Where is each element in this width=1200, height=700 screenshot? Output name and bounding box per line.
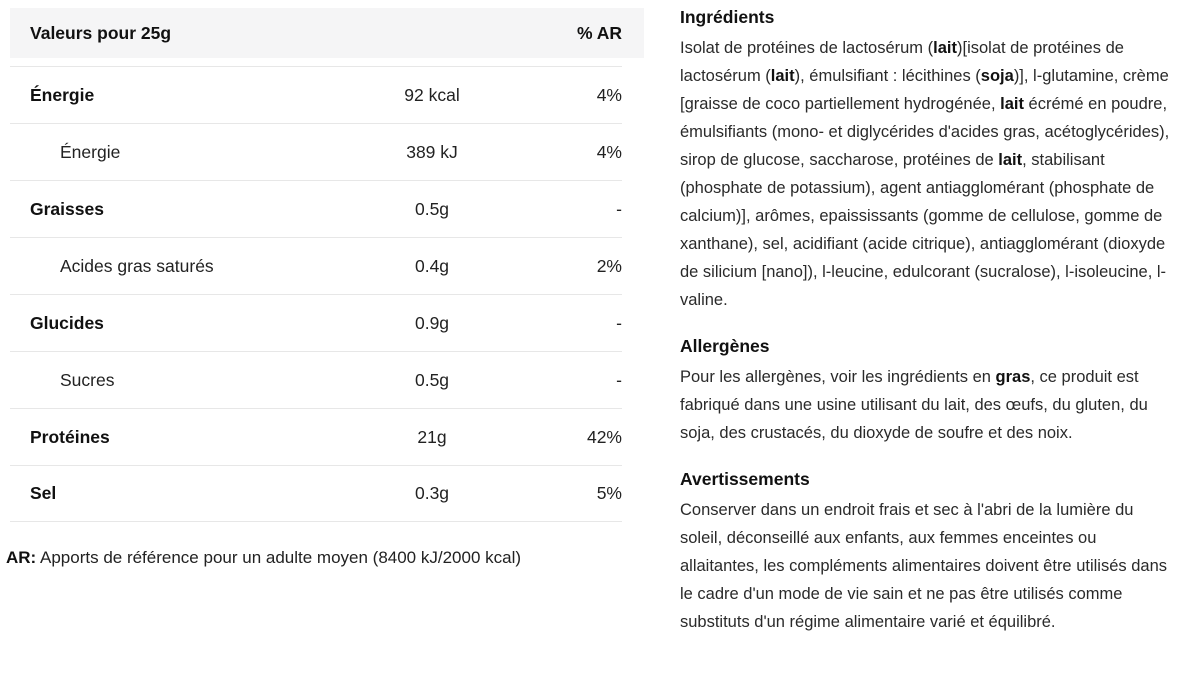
nutrition-row xyxy=(10,66,622,123)
section-warnings xyxy=(680,468,1172,636)
nutrient-value: 0.3g xyxy=(414,483,450,503)
nutrient-label: Sel xyxy=(30,483,57,503)
table-header-label: Valeurs pour 25g xyxy=(30,22,172,43)
text-run: écrémé en poudre, émulsifiants (mono- et diglycérides d'acides gras, acétoglycérides), sirop de glucose, saccharose, protéines de xyxy=(680,95,1170,169)
allergens-title: Allergènes xyxy=(680,336,770,356)
text-run: )[isolat de protéines de lactosérum ( xyxy=(680,39,1124,85)
table-header-ar: % AR xyxy=(576,22,622,43)
nutrient-label: Acides gras saturés xyxy=(60,255,214,276)
bold-term: lait xyxy=(998,151,1023,169)
bold-term: lait xyxy=(933,39,957,57)
nutrient-ar-percent: - xyxy=(616,312,622,333)
nutrient-value: 0.5g xyxy=(414,198,450,219)
nutrition-row xyxy=(10,237,622,294)
nutrient-label: Glucides xyxy=(30,312,104,333)
nutrition-row xyxy=(10,123,622,180)
nutrition-row xyxy=(10,351,622,408)
nutrition-rows xyxy=(10,66,644,522)
warnings-text xyxy=(680,496,1172,636)
nutrient-label: Protéines xyxy=(30,426,110,447)
text-run: , ce produit est fabriqué dans une usine utilisant du lait, des œufs, du gluten, du soja, des crustacés, du dioxyde de soufre et des noix. xyxy=(680,368,1148,442)
nutrient-value: 0.9g xyxy=(414,312,450,333)
allergens-text xyxy=(680,363,1172,447)
info-panel xyxy=(680,6,1172,657)
nutrient-ar-percent: 42% xyxy=(586,426,622,447)
ar-footnote-prefix: AR: xyxy=(6,548,37,567)
nutrition-table-header xyxy=(10,8,644,58)
ar-footnote-text: Apports de référence pour un adulte moyen (8400 kJ/2000 kcal) xyxy=(36,548,522,567)
text-run: , stabilisant (phosphate de potassium), agent antiagglomérant (phosphate de calcium)], arômes, epaississants (gomme de cellulose, gomme de xanthane), sel, acidifiant (acide citrique), antiagglomérant (dioxyde de silicium [nano]), l-leucine, edulcorant (sucralose), l-isoleucine, l-valine. xyxy=(680,151,1167,309)
nutrition-row xyxy=(10,408,622,465)
nutrient-ar-percent: - xyxy=(616,198,622,219)
nutrient-label: Énergie xyxy=(30,84,95,105)
nutrient-value: 21g xyxy=(417,426,447,447)
nutrient-value: 0.5g xyxy=(414,369,450,390)
nutrition-table xyxy=(10,8,644,522)
text-run: ), émulsifiant : lécithines ( xyxy=(794,67,981,85)
nutrient-label: Sucres xyxy=(60,369,115,390)
text-run: Isolat de protéines de lactosérum ( xyxy=(680,39,934,57)
nutrition-row xyxy=(10,465,622,522)
nutrient-label: Énergie xyxy=(60,141,121,162)
bold-term: gras xyxy=(995,368,1031,386)
bold-term: soja xyxy=(980,67,1014,85)
nutrient-ar-percent: - xyxy=(616,369,622,390)
nutrient-value: 92 kcal xyxy=(404,84,460,105)
bold-term: lait xyxy=(770,67,795,85)
nutrient-ar-percent: 4% xyxy=(596,141,622,162)
nutrient-ar-percent: 5% xyxy=(596,483,622,503)
ingredients-title: Ingrédients xyxy=(680,7,775,27)
text-run: )], l-glutamine, crème [graisse de coco partiellement hydrogénée, xyxy=(680,67,1169,113)
ingredients-text xyxy=(680,34,1172,314)
bold-term: lait xyxy=(1000,95,1024,113)
nutrient-value: 0.4g xyxy=(414,255,450,276)
text-run: Pour les allergènes, voir les ingrédients en xyxy=(680,368,996,386)
text-run: Conserver dans un endroit frais et sec à l'abri de la lumière du soleil, déconseillé aux enfants, aux femmes enceintes ou allaitantes, les compléments alimentaires doivent être utilisés dans le cadre d'un mode de vie sain et ne pas être utilisés comme substituts d'un régime alimentaire varié et équilibré. xyxy=(680,501,1167,631)
section-allergens xyxy=(680,335,1172,447)
nutrient-ar-percent: 2% xyxy=(596,255,622,276)
nutrition-row xyxy=(10,180,622,237)
nutrient-value: 389 kJ xyxy=(406,141,458,162)
section-ingredients xyxy=(680,6,1172,314)
nutrient-ar-percent: 4% xyxy=(596,84,622,105)
ar-footnote xyxy=(6,548,646,568)
nutrient-label: Graisses xyxy=(30,198,104,219)
warnings-title: Avertissements xyxy=(680,469,810,489)
nutrition-row xyxy=(10,294,622,351)
